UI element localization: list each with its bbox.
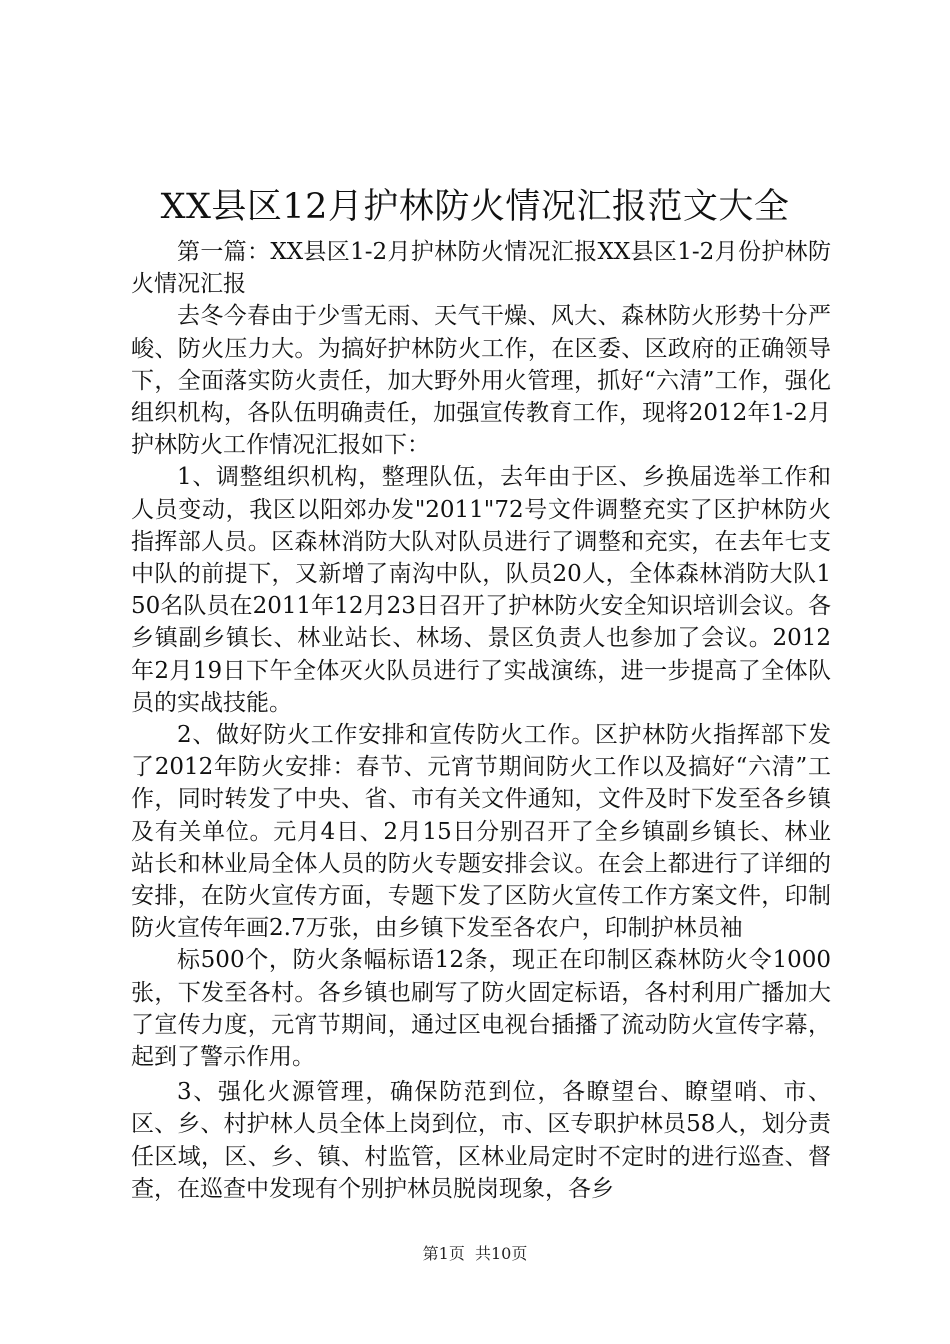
paragraph-item-2: 2、做好防火工作安排和宣传防火工作。区护林防火指挥部下发了2012年防火安排：春节、元宵节期间防火工作以及搞好“六清”工作，同时转发了中央、省、市有关文件通知，文件及时下发至各乡镇及有关单位。元月4日、2月15日分别召开了全乡镇副乡镇长、林业站长和林业局全体人员的防火专题安排会议。在会上都进行了详细的安排，在防火宣传方面，专题下发了区防火宣传工作方案文件，印制防火宣传年画2.7万张，由乡镇下发至各农户，印制护林员袖	[131, 722, 831, 942]
document-title: XX县区12月护林防火情况汇报范文大全	[160, 187, 790, 227]
paragraph-item-3: 3、强化火源管理，确保防范到位，各瞭望台、瞭望哨、市、区、乡、村护林人员全体上岗到位，市、区专职护林员58人，划分责任区域，区、乡、镇、村监管，区林业局定时不定时的进行巡查、督查，在巡查中发现有个别护林员脱岗现象，各乡	[131, 1079, 831, 1202]
paragraph-intro: 去冬今春由于少雪无雨、天气干燥、风大、森林防火形势十分严峻、防火压力大。为搞好护林防火工作，在区委、区政府的正确领导下，全面落实防火责任，加大野外用火管理，抓好“六清”工作，强化组织机构，各队伍明确责任，加强宣传教育工作，现将2012年1-2月护林防火工作情况汇报如下：	[131, 303, 831, 459]
page-number-label: 第1页 共10页	[422, 1244, 528, 1263]
page-footer	[0, 1243, 950, 1265]
paragraph-heading: 第一篇：XX县区1-2月护林防火情况汇报XX县区1-2月份护林防火情况汇报	[131, 239, 831, 298]
paragraph-item-1: 1、调整组织机构，整理队伍，去年由于区、乡换届选举工作和人员变动，我区以阳郊办发"2011"72号文件调整充实了区护林防火指挥部人员。区森林消防大队对队员进行了调整和充实，在去年七支中队的前提下，又新增了南沟中队，队员20人，全体森林消防大队150名队员在2011年12月23日召开了护林防火安全知识培训会议。各乡镇副乡镇长、林业站长、林场、景区负责人也参加了会议。2012年2月19日下午全体灭火队员进行了实战演练，进一步提高了全体队员的实战技能。	[131, 464, 831, 716]
document-body	[131, 236, 831, 1205]
paragraph-item-2-continued: 标500个，防火条幅标语12条，现正在印制区森林防火令1000张，下发至各村。各乡镇也刷写了防火固定标语，各村利用广播加大了宣传力度，元宵节期间，通过区电视台插播了流动防火宣传字幕，起到了警示作用。	[131, 947, 831, 1071]
